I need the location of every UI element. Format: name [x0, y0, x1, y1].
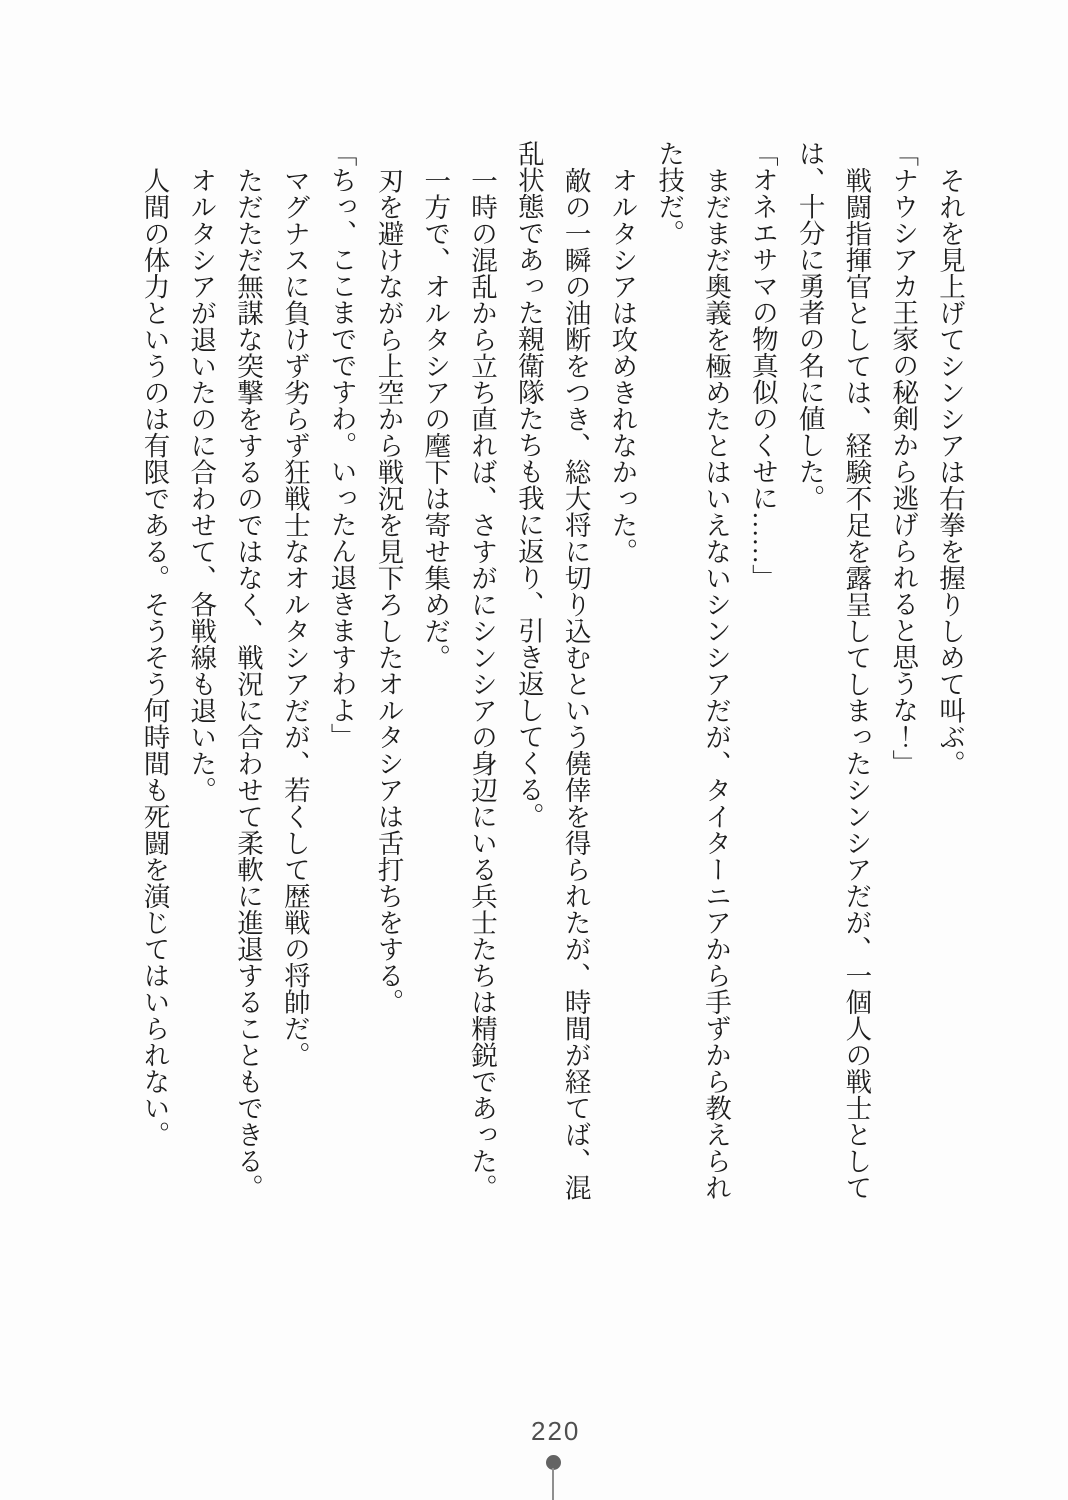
text-column: マグナスに負けず劣らず狂戦士なオルタシアだが、若くして歴戦の将帥だ。 [279, 166, 310, 1068]
text-column: 「オネエサマの物真似のくせに……」 [747, 140, 778, 591]
text-column: 刃を避けながら上空から戦況を見下ろしたオルタシアは舌打ちをする。 [373, 166, 404, 1015]
text-column: 敵の一瞬の油断をつき、総大将に切り込むという僥倖を得られたが、時間が経てば、混 [560, 166, 591, 1200]
vertical-text-block [131, 140, 973, 1202]
text-column: 戦闘指揮官としては、経験不足を露呈してしまったシンシアだが、一個人の戦士として [841, 166, 872, 1200]
text-column: 一時の混乱から立ち直れば、さすがにシンシアの身辺にいる兵士たちは精鋭であった。 [467, 166, 498, 1200]
text-column: ただただ無謀な突撃をするのではなく、戦況に合わせて柔軟に進退することもできる。 [233, 166, 264, 1200]
page-number: 220 [531, 1416, 581, 1446]
text-column: オルタシアは攻めきれなかった。 [607, 166, 638, 564]
text-column: オルタシアが退いたのに合わせて、各戦線も退いた。 [186, 166, 217, 803]
text-column: 人間の体力というのは有限である。そうそう何時間も死闘を演じてはいられない。 [139, 166, 170, 1147]
page-marker-line [552, 1468, 554, 1500]
text-column: 一方で、オルタシアの麾下は寄せ集めだ。 [420, 166, 451, 670]
text-column: まだまだ奥義を極めたとはいえないシンシアだが、タイターニアから手ずから教えられ [701, 166, 732, 1200]
text-column: は、十分に勇者の名に値した。 [794, 140, 825, 511]
text-column: それを見上げてシンシアは右拳を握りしめて叫ぶ。 [935, 166, 965, 776]
text-column: 乱状態であった親衛隊たちも我に返り、引き返してくる。 [513, 140, 544, 829]
text-column: 「ちっ、ここまでですわ。いったん退きますわよ」 [326, 140, 357, 750]
text-column: た技だ。 [654, 140, 685, 246]
text-column: 「ナウシアカ王家の秘剣から逃げられると思うな！」 [888, 140, 919, 776]
